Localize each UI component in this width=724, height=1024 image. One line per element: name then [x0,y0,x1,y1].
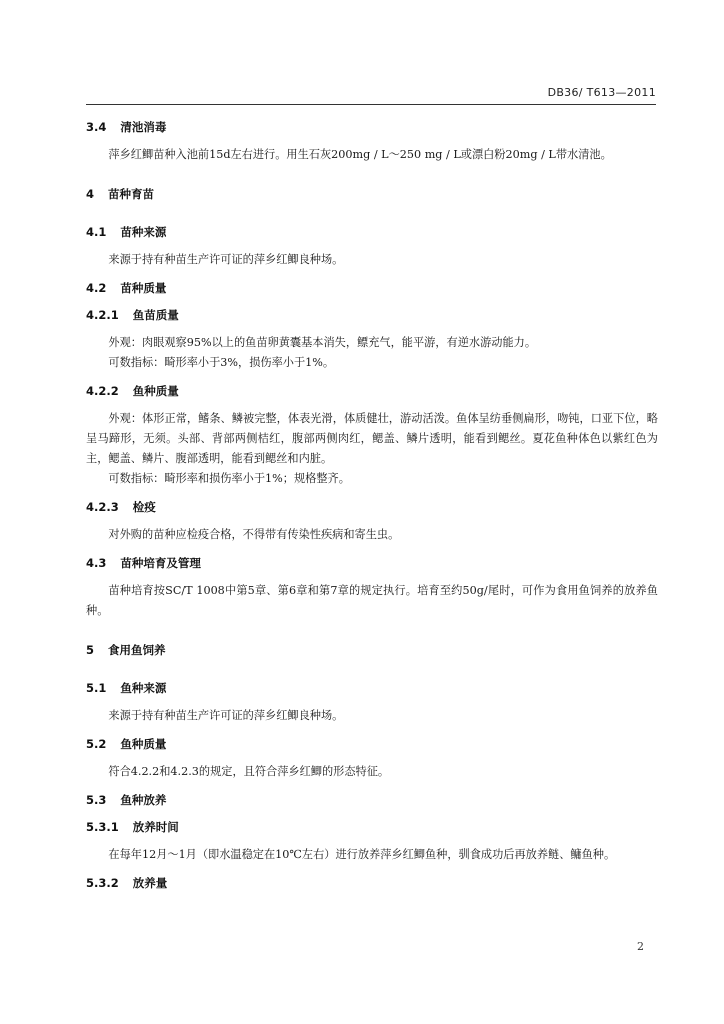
section-number: 5.3.1 [86,820,119,834]
section-4-1-paragraph: 来源于持有种苗生产许可证的萍乡红鲫良种场。 [108,253,344,266]
section-title: 鱼种质量 [120,737,167,751]
section-5-3-1-paragraph: 在每年12月～1月（即水温稳定在10℃左右）进行放养萍乡红鲫鱼种，驯食成功后再放养鲢、鳙鱼种。 [108,848,616,861]
section-title: 鱼苗质量 [132,308,179,322]
section-title: 食用鱼饲养 [108,643,166,657]
section-4-2-1-paragraph-appearance: 外观：肉眼观察95%以上的鱼苗卵黄囊基本消失，鳔充气，能平游，有逆水游动能力。 [108,336,537,349]
section-3-4-paragraph: 萍乡红鲫苗种入池前15d左右进行。用生石灰200mg / L～250 mg / L或漂白粉20mg / L带水清池。 [108,148,612,161]
section-title: 苗种质量 [120,281,167,295]
section-4-2-2-paragraph-appearance: 外观：体形正常，鳍条、鳞被完整，体表光滑，体质健壮，游动活泼。鱼体呈纺垂侧扁形，吻钝，口亚下位，略呈马蹄形，无须。头部、背部两侧桔红，腹部两侧肉红，鳃盖、鳞片透明，能看到鳃丝。夏花鱼种体色以紫红色为主，鳃盖、鳞片、腹部透明，能看到鳃丝和内脏。 [86,412,658,465]
document-body [86,118,658,892]
section-title: 鱼种质量 [132,384,179,398]
section-title: 苗种育苗 [108,187,155,201]
section-title: 鱼种来源 [120,681,167,695]
header-divider [86,104,656,105]
section-title: 苗种来源 [120,225,167,239]
section-number: 5.3.2 [86,876,119,890]
section-4-2-2-paragraph-indicators: 可数指标：畸形率和损伤率小于1%；规格整齐。 [108,472,350,485]
section-number: 4.3 [86,556,107,570]
section-5-3-heading [86,791,658,809]
section-title: 检疫 [132,500,156,514]
section-4-2-3-paragraph: 对外购的苗种应检疫合格，不得带有传染性疾病和寄生虫。 [108,528,400,541]
section-title: 苗种培育及管理 [120,556,201,570]
section-number: 4.2 [86,281,107,295]
section-number: 5 [86,643,95,657]
document-code: DB36/ T613—2011 [547,86,656,99]
section-title: 清池消毒 [120,120,167,134]
section-title: 放养时间 [132,820,179,834]
section-4-3-heading [86,554,658,572]
section-5-heading [86,641,658,659]
section-5-2-paragraph: 符合4.2.2和4.2.3的规定，且符合萍乡红鲫的形态特征。 [108,765,390,778]
section-number: 5.3 [86,793,107,807]
section-number: 4 [86,187,95,201]
section-5-3-2-heading [86,874,658,892]
section-number: 4.2.2 [86,384,119,398]
section-number: 4.2.1 [86,308,119,322]
section-4-2-heading [86,279,658,297]
page-number: 2 [637,940,644,953]
section-5-2-heading [86,735,658,753]
section-4-2-3-heading [86,498,658,516]
section-5-3-1-heading [86,818,658,836]
section-title: 放养量 [132,876,168,890]
section-3-4-heading [86,118,658,136]
section-4-2-1-paragraph-indicators: 可数指标：畸形率小于3%，损伤率小于1%。 [108,356,335,369]
section-4-1-heading [86,223,658,241]
section-title: 鱼种放养 [120,793,167,807]
section-4-2-1-heading [86,306,658,324]
section-4-3-paragraph: 苗种培育按SC/T 1008中第5章、第6章和第7章的规定执行。培育至约50g/尾时，可作为食用鱼饲养的放养鱼种。 [86,584,658,617]
section-number: 3.4 [86,120,107,134]
section-5-1-paragraph: 来源于持有种苗生产许可证的萍乡红鲫良种场。 [108,709,344,722]
section-number: 5.1 [86,681,107,695]
section-4-heading [86,185,658,203]
section-5-1-heading [86,679,658,697]
section-number: 4.1 [86,225,107,239]
section-4-2-2-heading [86,382,658,400]
section-number: 5.2 [86,737,107,751]
section-number: 4.2.3 [86,500,119,514]
